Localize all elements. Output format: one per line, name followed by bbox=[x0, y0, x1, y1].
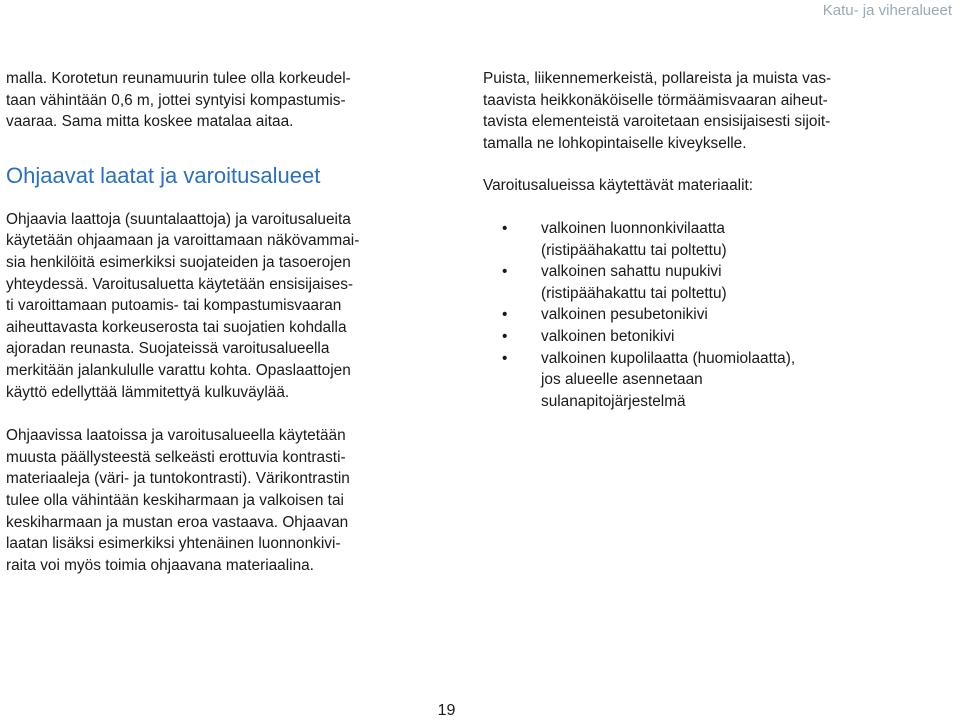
intro-paragraph: malla. Korotetun reunamuurin tulee olla korkeudel- taan vähintään 0,6 m, jottei syntyisi kompastumis- vaaraa. Sama mitta koskee matalaa aitaa. bbox=[6, 70, 351, 131]
list-item bbox=[483, 218, 893, 261]
bullet-icon: • bbox=[502, 263, 508, 281]
page-number: 19 bbox=[437, 702, 456, 719]
list-item bbox=[483, 304, 893, 326]
list-item bbox=[483, 326, 893, 348]
list-item-text: valkoinen betonikivi bbox=[541, 327, 675, 345]
running-header: Katu- ja viheralueet bbox=[822, 2, 952, 19]
section-heading: Ohjaavat laatat ja varoitusalueet bbox=[6, 162, 321, 188]
list-item-text: valkoinen kupolilaatta (huomiolaatta), jos alueelle asennetaan sulanapitojärjestelmä bbox=[541, 349, 796, 410]
bullet-icon: • bbox=[502, 327, 508, 345]
body-paragraph-2: Ohjaavissa laatoissa ja varoitusalueella käytetään muusta päällysteestä selkeästi erottuvia kontrasti- materiaaleja (väri- ja tuntokontrasti). Värikontrastin tulee olla vähintään keskiharmaan ja valkoisen tai keskiharmaan ja mustan eroa vastaava. Ohjaavan laatan lisäksi esimerkiksi yhtenäinen luonnonkivi- raita voi myös toimia ohjaavana materiaalina. bbox=[6, 427, 350, 574]
materials-list bbox=[483, 218, 893, 412]
list-item bbox=[483, 261, 893, 304]
bullet-icon: • bbox=[502, 306, 508, 324]
bullet-icon: • bbox=[502, 219, 508, 237]
left-column bbox=[6, 68, 409, 576]
list-item bbox=[483, 348, 893, 413]
list-item-text: valkoinen pesubetonikivi bbox=[541, 306, 708, 324]
list-item-text: valkoinen luonnonkivilaatta (ristipäähakattu tai poltettu) bbox=[541, 219, 727, 259]
body-paragraph-1: Ohjaavia laattoja (suuntalaattoja) ja varoitusalueita käytetään ohjaamaan ja varoittamaan näkövammai- sia henkilöitä esimerkiksi suojateiden ja tasoerojen yhteydessä. Varoitusaluetta käytetään ensisijaises- ti varoittamaan putoamis- tai kompastumisvaaran aiheuttavasta korkeuserosta tai suojatien kohdalla ajoradan reunasta. Suojateissä varoitusalueella merkitään jalankululle varattu kohta. Opaslaattojen käyttö edellyttää lämmitettyä kulkuväylää. bbox=[6, 210, 360, 401]
list-item-text: valkoinen sahattu nupukivi (ristipäähakattu tai poltettu) bbox=[541, 263, 727, 302]
right-column bbox=[483, 68, 893, 412]
bullet-icon: • bbox=[502, 349, 508, 367]
body-paragraph-3: Puista, liikennemerkeistä, pollareista ja muista vas- taavista heikkonäköiselle törmäämisvaaran aiheut- tavista elementeistä varoitetaan ensisijaisesti sijoit- tamalla ne lohkopintaiselle kiveykselle. bbox=[483, 70, 832, 152]
list-intro: Varoitusalueissa käytettävät materiaalit: bbox=[483, 177, 754, 195]
